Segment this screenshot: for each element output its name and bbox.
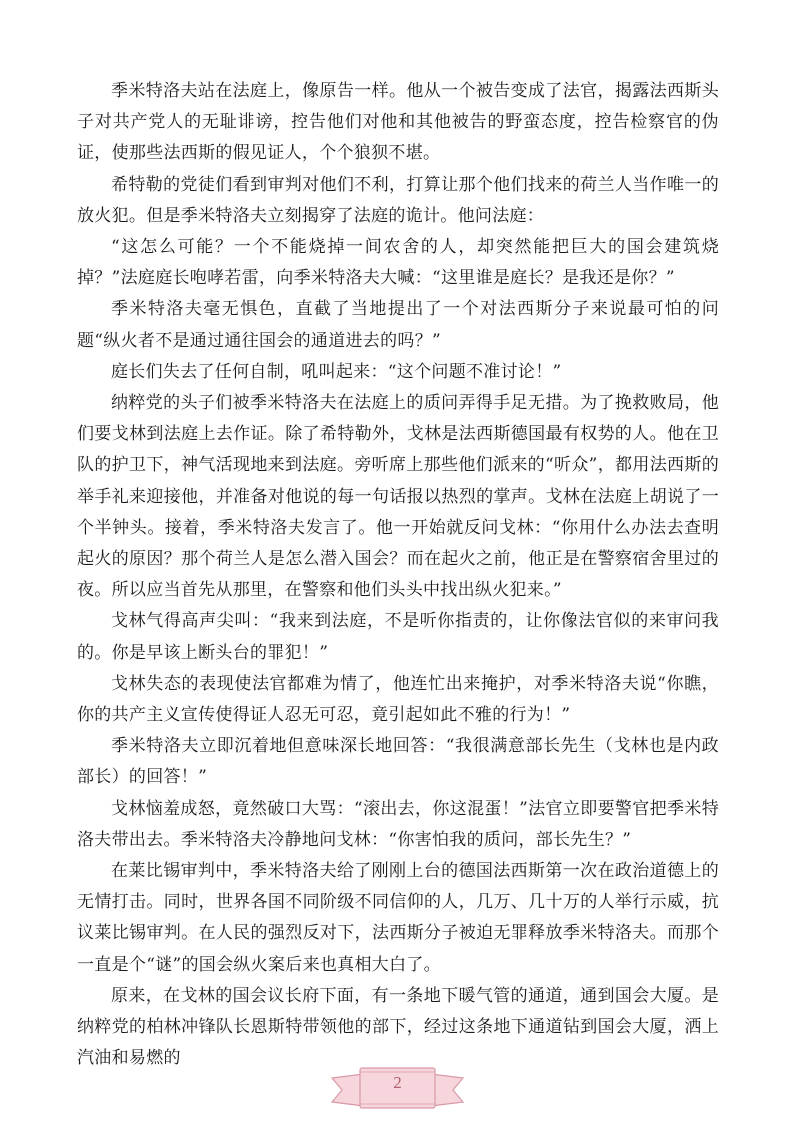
body-text <box>77 76 719 1075</box>
paragraph-8: 戈林失态的表现使法官都难为情了，他连忙出来掩护，对季米特洛夫说“你瞧，你的共产主义宣传使得证人忍无可忍，竟引起如此不雅的行为！” <box>77 673 719 726</box>
paragraph-7: 戈林气得高声尖叫：“我来到法庭，不是听你指责的，让你像法官似的来审问我的。你是早该上断头台的罪犯！” <box>77 611 719 663</box>
page-number: 2 <box>393 1073 402 1092</box>
paragraph-3: “这怎么可能？一个不能烧掉一间农舍的人，却突然能把巨大的国会建筑烧掉？”法庭庭长咆哮若雷，向季米特洛夫大喊：“这里谁是庭长？是我还是你？” <box>77 237 719 289</box>
paragraph-10: 戈林恼羞成怒，竟然破口大骂：“滚出去，你这混蛋！”法官立即要警官把季米特洛夫带出去。季米特洛夫冷静地问戈林：“你害怕我的质问，部长先生？” <box>77 798 719 850</box>
paragraph-5: 庭长们失去了任何自制，吼叫起来：“这个问题不准讨论！” <box>111 361 562 382</box>
paragraph-9: 季米特洛夫立即沉着地但意味深长地回答：“我很满意部长先生（戈林也是内政部长）的回答！” <box>77 736 719 788</box>
paragraph-2: 希特勒的党徒们看到审判对他们不利，打算让那个他们找来的荷兰人当作唯一的放火犯。但是季米特洛夫立刻揭穿了法庭的诡计。他问法庭： <box>77 174 719 226</box>
paragraph-12: 原来，在戈林的国会议长府下面，有一条地下暖气管的通道，通到国会大厦。是纳粹党的柏林冲锋队长恩斯特带领他的部下，经过这条地下通道钻到国会大厦，洒上汽油和易燃的 <box>77 985 719 1069</box>
paragraph-6: 纳粹党的头子们被季米特洛夫在法庭上的质问弄得手足无措。为了挽救败局，他们要戈林到法庭上去作证。除了希特勒外，戈林是法西斯德国最有权势的人。他在卫队的护卫下，神气活现地来到法庭。旁听席上那些他们派来的“听众”，都用法西斯的举手礼来迎接他，并准备对他说的每一句话报以热烈的掌声。戈林在法庭上胡说了一个半钟头。接着，季米特洛夫发言了。他一开始就反问戈林：“你用什么办法去查明起火的原因？那个荷兰人是怎么潜入国会？而在起火之前，他正是在警察宿舍里过的夜。所以应当首先从那里，在警察和他们头头中找出纵火犯来。” <box>77 393 719 601</box>
page-number-badge <box>330 1060 465 1120</box>
paragraph-11: 在莱比锡审判中，季米特洛夫给了刚刚上台的德国法西斯第一次在政治道德上的无情打击。同时，世界各国不同阶级不同信仰的人，几万、几十万的人举行示威，抗议莱比锡审判。在人民的强烈反对下，法西斯分子被迫无罪释放季米特洛夫。而那个一直是个“谜”的国会纵火案后来也真相大白了。 <box>77 861 719 975</box>
paragraph-4: 季米特洛夫毫无惧色，直截了当地提出了一个对法西斯分子来说最可怕的问题“纵火者不是通过通往国会的通道进去的吗？” <box>77 299 719 351</box>
paragraph-1: 季米特洛夫站在法庭上，像原告一样。他从一个被告变成了法官，揭露法西斯头子对共产党人的无耻诽谤，控告他们对他和其他被告的野蛮态度，控告检察官的伪证，使那些法西斯的假见证人，个个狼狈不堪。 <box>77 81 719 164</box>
